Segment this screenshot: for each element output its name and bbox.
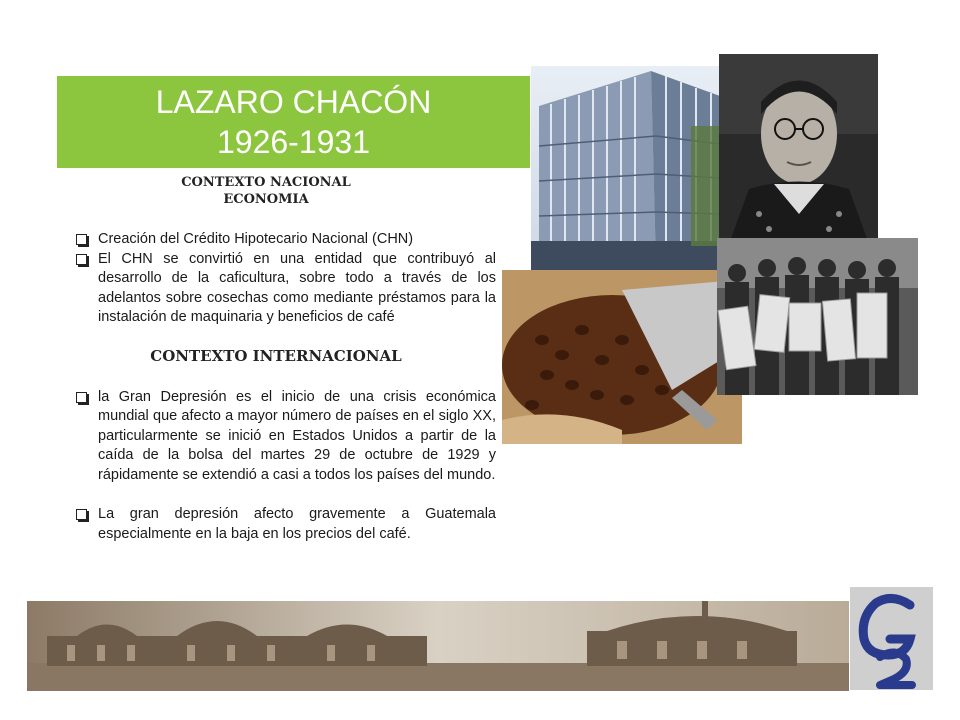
g2-logo bbox=[850, 587, 933, 690]
bullet-item: Creación del Crédito Hipotecario Nacional (CHN) bbox=[76, 230, 496, 250]
coffee-beans-photo bbox=[502, 270, 742, 444]
checkbox-bullet-icon bbox=[76, 392, 87, 403]
checkbox-bullet-icon bbox=[76, 254, 87, 265]
checkbox-bullet-icon bbox=[76, 234, 87, 245]
title-banner bbox=[57, 76, 530, 168]
palace-strip-photo bbox=[27, 601, 849, 691]
checkbox-bullet-icon bbox=[76, 509, 87, 520]
heading-contexto-nacional: CONTEXTO NACIONAL bbox=[181, 175, 351, 190]
heading-contexto-internacional: CONTEXTO INTERNACIONAL bbox=[150, 346, 402, 365]
slide-years: 1926-1931 bbox=[216, 124, 371, 160]
building-photo bbox=[531, 66, 720, 271]
bullet-item: El CHN se convirtió en una entidad que contribuyó al desarrollo de la caficultura, sobre todo a través de los adelantos sobre cosechas como mediante préstamos para la instalación de maquinaria y beneficios de café bbox=[76, 250, 496, 328]
portrait-photo bbox=[719, 54, 878, 244]
heading-economia: ECONOMIA bbox=[223, 192, 309, 207]
slide-title: LAZARO CHACÓN bbox=[155, 84, 432, 120]
bullet-item: La gran depresión afecto gravemente a Guatemala especialmente en la baja en los precios del café. bbox=[76, 505, 496, 544]
protest-photo bbox=[717, 238, 918, 395]
slide-content bbox=[76, 174, 496, 544]
bullet-item: la Gran Depresión es el inicio de una crisis económica mundial que afecto a mayor número de países en el siglo XX, particularmente se inició en Estados Unidos a partir de la caída de la bolsa del martes 29 de octubre de 1929 y rápidamente se extendió a casi a todos los países del mundo. bbox=[76, 388, 496, 486]
